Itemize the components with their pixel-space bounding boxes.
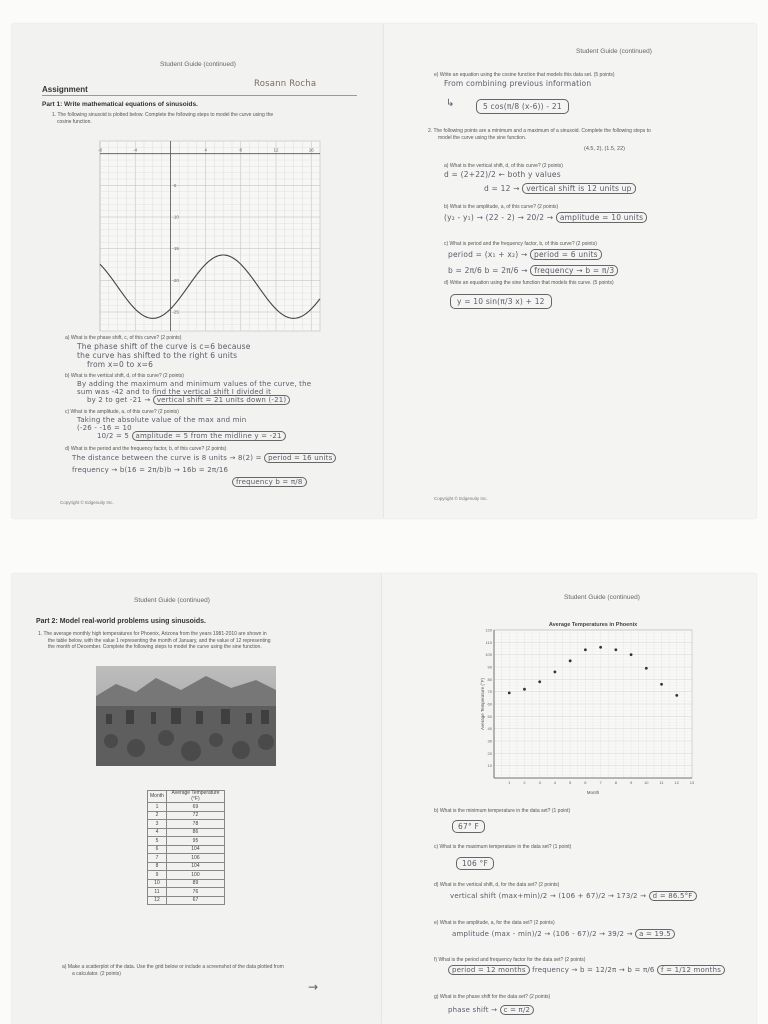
data-point xyxy=(614,648,617,651)
answer-a-line-3: from x=0 to x=6 xyxy=(87,360,154,369)
answer-g-text: phase shift → xyxy=(448,1006,498,1014)
question-a: a) What is the vertical shift, d, of this curve? (2 points) xyxy=(444,163,563,169)
question-g: g) What is the phase shift for the data set? (2 points) xyxy=(434,994,551,1000)
chart-title: Average Temperatures in Phoenix xyxy=(548,622,638,628)
question-b: b) What is the amplitude, a, of this curve? (2 points) xyxy=(444,204,559,210)
y-tick-label: 30 xyxy=(487,738,492,744)
x-axis-label: Month xyxy=(586,790,600,795)
table-cell-month: 4 xyxy=(148,828,167,837)
answer-c-line-3: 10/2 = 5 xyxy=(97,432,130,440)
answer-f-text: frequency → b = 12/2π → b = π/6 xyxy=(532,966,655,974)
data-point xyxy=(523,688,526,691)
answer-f-box-2: f = 1/12 months xyxy=(657,965,725,975)
answer-c-line-2: (-26 - -16 = 10 xyxy=(77,424,132,432)
page-header: Student Guide (continued) xyxy=(576,48,652,55)
table-row xyxy=(148,845,225,854)
page-2 xyxy=(384,24,756,518)
answer-b xyxy=(444,213,647,222)
answer-a-line-2: the curve has shifted to the right 6 units xyxy=(77,351,238,360)
answer-f-box-1: period = 12 months xyxy=(448,965,530,975)
answer-f xyxy=(448,966,725,975)
x-tick-label: 4 xyxy=(553,780,557,785)
table-row xyxy=(148,811,225,820)
x-tick-label: 6 xyxy=(584,780,587,785)
answer-e-text: amplitude (max - min)/2 → (106 - 67)/2 → 39/2 → xyxy=(452,930,633,938)
answer-b xyxy=(77,380,311,404)
answer-g xyxy=(448,1006,534,1015)
question-e: e) Write an equation using the cosine function that models this data set. (5 points) xyxy=(434,72,615,78)
data-point xyxy=(508,692,511,695)
answer-a-line-1: d = (2+22)/2 ← both y values xyxy=(444,170,561,179)
x-tick-label: 8 xyxy=(614,780,617,785)
table-cell-temperature: 104 xyxy=(166,845,224,854)
table-row xyxy=(148,803,225,812)
table-cell-month: 8 xyxy=(148,862,167,871)
answer-c-line-1 xyxy=(448,250,602,259)
y-tick-label: 100 xyxy=(485,652,492,658)
x-tick-label: 16 xyxy=(308,147,314,153)
answer-b-line-2: sum was -42 and to find the vertical shift I divided it xyxy=(77,388,272,396)
y-axis-label: Average Temperature (°F) xyxy=(480,678,485,730)
table-cell-month: 11 xyxy=(148,888,167,897)
answer-d-line-1: The distance between the curve is 8 units → 8(2) = xyxy=(72,454,262,462)
question-b: b) What is the vertical shift, d, of this curve? (2 points) xyxy=(65,373,184,379)
question-1-text xyxy=(38,631,271,651)
y-tick-label: -10 xyxy=(172,214,179,220)
question-2-line-1: 2. The following points are a minimum and a maximum of a sinusoid. Complete the following steps to xyxy=(428,128,651,134)
question-f: f) What is the period and frequency factor for the data set? (2 points) xyxy=(434,957,586,963)
table-row xyxy=(148,879,225,888)
answer-d-box: d = 86.5°F xyxy=(649,891,697,901)
answer-d-text: vertical shift (max+min)/2 → (106 + 67)/2 → 173/2 → xyxy=(450,892,647,900)
x-tick-label: 13 xyxy=(689,780,695,785)
data-point xyxy=(584,648,587,651)
student-name: Rosann Rocha xyxy=(254,79,317,89)
x-tick-label: 11 xyxy=(659,780,664,785)
answer-d xyxy=(450,892,697,901)
answer-e-box: 5 cos(π/8 (x-6)) - 21 xyxy=(476,99,569,114)
data-point xyxy=(675,694,678,697)
copyright: Copyright © Edgenuity Inc. xyxy=(434,496,488,501)
data-point xyxy=(599,646,602,649)
answer-c-line-1-text: period = (x₁ + x₂) → xyxy=(448,250,528,259)
answer-c-box-2: frequency → b = π/3 xyxy=(530,265,618,276)
answer-b-box: vertical shift = 21 units down (-21) xyxy=(153,395,291,405)
temperature-scatterplot xyxy=(478,618,700,798)
table-cell-month: 10 xyxy=(148,879,167,888)
answer-a xyxy=(77,342,251,369)
data-point xyxy=(538,680,541,683)
y-tick-label: -5 xyxy=(172,182,177,188)
x-tick-label: 12 xyxy=(273,147,279,153)
x-tick-label: 8 xyxy=(239,147,243,153)
x-tick-label: -8 xyxy=(97,147,103,153)
answer-b-box: 67° F xyxy=(452,820,485,833)
temperature-table xyxy=(147,790,225,905)
answer-b-box: amplitude = 10 units xyxy=(556,212,647,223)
table-row xyxy=(148,888,225,897)
answer-c-line-2-text: b = 2π/6 b = 2π/6 → xyxy=(448,266,528,275)
page-header: Student Guide (continued) xyxy=(564,594,640,601)
y-tick-label: 60 xyxy=(487,701,492,707)
answer-e-box: a = 19.5 xyxy=(635,929,675,939)
y-tick-label: 20 xyxy=(487,750,492,756)
table-cell-temperature: 69 xyxy=(166,803,224,812)
arrow-to-scatterplot: → xyxy=(308,980,319,994)
table-row xyxy=(148,871,225,880)
data-point xyxy=(645,667,648,670)
page-header: Student Guide (continued) xyxy=(134,597,210,604)
table-cell-month: 7 xyxy=(148,854,167,863)
question-2-line-2: model the curve using the sine function. xyxy=(438,134,527,141)
question-d: d) Write an equation using the sine function that models this curve. (5 points) xyxy=(444,280,614,286)
table-row xyxy=(148,837,225,846)
question-1-line-2: cosine function. xyxy=(57,118,92,125)
answer-a-box: vertical shift is 12 units up xyxy=(522,183,635,194)
data-point xyxy=(660,683,663,686)
sinusoid-graph xyxy=(97,141,320,331)
page-4 xyxy=(382,574,756,1024)
data-point xyxy=(554,671,557,674)
y-tick-label: 70 xyxy=(487,689,492,695)
assignment-heading: Assignment xyxy=(42,85,88,94)
y-tick-label: 90 xyxy=(487,664,492,670)
x-tick-label: 3 xyxy=(538,780,541,785)
table-row xyxy=(148,828,225,837)
answer-d xyxy=(72,454,336,486)
question-1-line-2: the table below, with the value 1 representing the month of January, and the value of 12 representing xyxy=(48,637,271,644)
table-cell-month: 1 xyxy=(148,803,167,812)
answer-c-line-2 xyxy=(448,266,618,275)
x-tick-label: 4 xyxy=(204,147,207,153)
table-cell-month: 5 xyxy=(148,837,167,846)
data-point xyxy=(569,659,572,662)
question-2-text xyxy=(428,128,651,141)
question-1-line-1: 1. The following sinusoid is plotted below. Complete the following steps to model the curve using the xyxy=(52,112,274,118)
answer-d-box-1: period = 16 units xyxy=(264,453,336,463)
table-cell-temperature: 104 xyxy=(166,862,224,871)
page-1 xyxy=(12,24,384,518)
answer-c-box-1: period = 6 units xyxy=(530,249,602,260)
table-cell-temperature: 67 xyxy=(166,896,224,905)
question-e: e) What is the amplitude, a, for the data set? (2 points) xyxy=(434,920,555,926)
y-tick-label: 120 xyxy=(485,627,492,633)
question-a xyxy=(62,964,284,977)
answer-c-box: amplitude = 5 from the midline y = -21 xyxy=(132,431,286,441)
answer-d-box: y = 10 sin(π/3 x) + 12 xyxy=(450,294,552,309)
answer-e-arrow: ↳ xyxy=(446,98,455,109)
part-title: Part 2: Model real-world problems using sinusoids. xyxy=(36,618,206,625)
y-tick-label: 80 xyxy=(487,676,492,682)
answer-b-text: (y₂ - y₁) → (22 - 2) → 20/2 → xyxy=(444,213,554,222)
answer-a-line-1: The phase shift of the curve is c=6 because xyxy=(77,342,251,351)
x-tick-label: 1 xyxy=(508,780,511,785)
x-tick-label: -4 xyxy=(133,147,138,153)
question-a-line-2: a calculator. (2 points) xyxy=(72,970,121,977)
table-row xyxy=(148,854,225,863)
answer-e: From combining previous information xyxy=(444,79,592,88)
question-1-line-1: 1. The average monthly high temperatures for Phoenix, Arizona from the years 1981-2010 are shown in xyxy=(38,631,267,637)
question-b: b) What is the minimum temperature in the data set? (1 point) xyxy=(434,808,571,814)
y-tick-label: 50 xyxy=(487,713,492,719)
question-1-text xyxy=(52,112,273,125)
table-row xyxy=(148,820,225,829)
question-2-points: (4.5, 2), (1.5, 22) xyxy=(584,146,625,152)
answer-c xyxy=(77,416,286,440)
x-tick-label: 12 xyxy=(674,780,679,785)
table-cell-month: 2 xyxy=(148,811,167,820)
phoenix-city-photo xyxy=(96,666,276,766)
question-1-line-3: the month of December. Complete the following steps to model the curve using the sine function. xyxy=(48,644,262,650)
y-tick-label: -15 xyxy=(172,246,179,252)
table-row xyxy=(148,862,225,871)
table-cell-month: 3 xyxy=(148,820,167,829)
part-title: Part 1: Write mathematical equations of sinusoids. xyxy=(42,101,198,108)
table-cell-temperature: 72 xyxy=(166,811,224,820)
x-tick-label: 2 xyxy=(523,780,526,785)
copyright: Copyright © Edgenuity Inc. xyxy=(60,500,114,505)
answer-e xyxy=(452,930,675,939)
answer-d-box-2: frequency b = π/8 xyxy=(232,477,307,487)
y-tick-label: 40 xyxy=(487,726,492,732)
question-d: d) What is the period and the frequency factor, b, of this curve? (2 points) xyxy=(65,446,227,452)
question-c: c) What is the maximum temperature in the data set? (1 point) xyxy=(434,844,572,850)
answer-b-line-1: By adding the maximum and minimum values of the curve, the xyxy=(77,380,312,388)
table-cell-temperature: 86 xyxy=(166,828,224,837)
x-tick-label: 10 xyxy=(644,780,649,785)
table-cell-temperature: 95 xyxy=(166,837,224,846)
y-tick-label: -20 xyxy=(172,277,179,283)
answer-a-line-2-text: d = 12 → xyxy=(484,184,520,193)
answer-g-box: c = π/2 xyxy=(500,1005,535,1015)
table-cell-temperature: 78 xyxy=(166,820,224,829)
data-point xyxy=(630,653,633,656)
question-a-line-1: a) Make a scatterplot of the data. Use the grid below or include a screenshot of the data plotted from xyxy=(62,964,284,970)
table-cell-temperature: 89 xyxy=(166,879,224,888)
y-tick-label: 10 xyxy=(487,763,492,769)
y-tick-label: 110 xyxy=(485,639,492,645)
question-d: d) What is the vertical shift, d, for the data set? (2 points) xyxy=(434,882,560,888)
table-cell-temperature: 100 xyxy=(166,871,224,880)
answer-d-line-2: frequency → b(16 = 2π/b)b → 16b = 2π/16 xyxy=(72,466,229,474)
question-c: c) What is the amplitude, a, of this curve? (2 points) xyxy=(65,409,179,415)
table-cell-month: 12 xyxy=(148,896,167,905)
heading-rule xyxy=(42,95,357,96)
answer-a-line-2 xyxy=(484,184,636,193)
y-tick-label: -25 xyxy=(172,309,179,315)
table-cell-month: 6 xyxy=(148,845,167,854)
x-tick-label: 5 xyxy=(569,780,572,785)
table-cell-month: 9 xyxy=(148,871,167,880)
table-cell-temperature: 76 xyxy=(166,888,224,897)
table-header-temperature: Average Temperature (°F) xyxy=(166,791,224,803)
table-cell-temperature: 106 xyxy=(166,854,224,863)
question-a: a) What is the phase shift, c, of this curve? (2 points) xyxy=(65,335,182,341)
page-3 xyxy=(12,574,382,1024)
table-row xyxy=(148,896,225,905)
question-c: c) What is period and the frequency factor, b, of this curve? (2 points) xyxy=(444,241,597,247)
answer-b-line-3: by 2 to get -21 → xyxy=(87,396,151,404)
page-header: Student Guide (continued) xyxy=(160,61,236,68)
x-tick-label: 7 xyxy=(599,780,602,785)
answer-c-line-1: Taking the absolute value of the max and min xyxy=(77,416,247,424)
table-header-row xyxy=(148,791,225,803)
x-tick-label: 9 xyxy=(629,780,633,785)
answer-c-box: 106 °F xyxy=(456,857,494,870)
table-header-month: Month xyxy=(148,791,167,803)
